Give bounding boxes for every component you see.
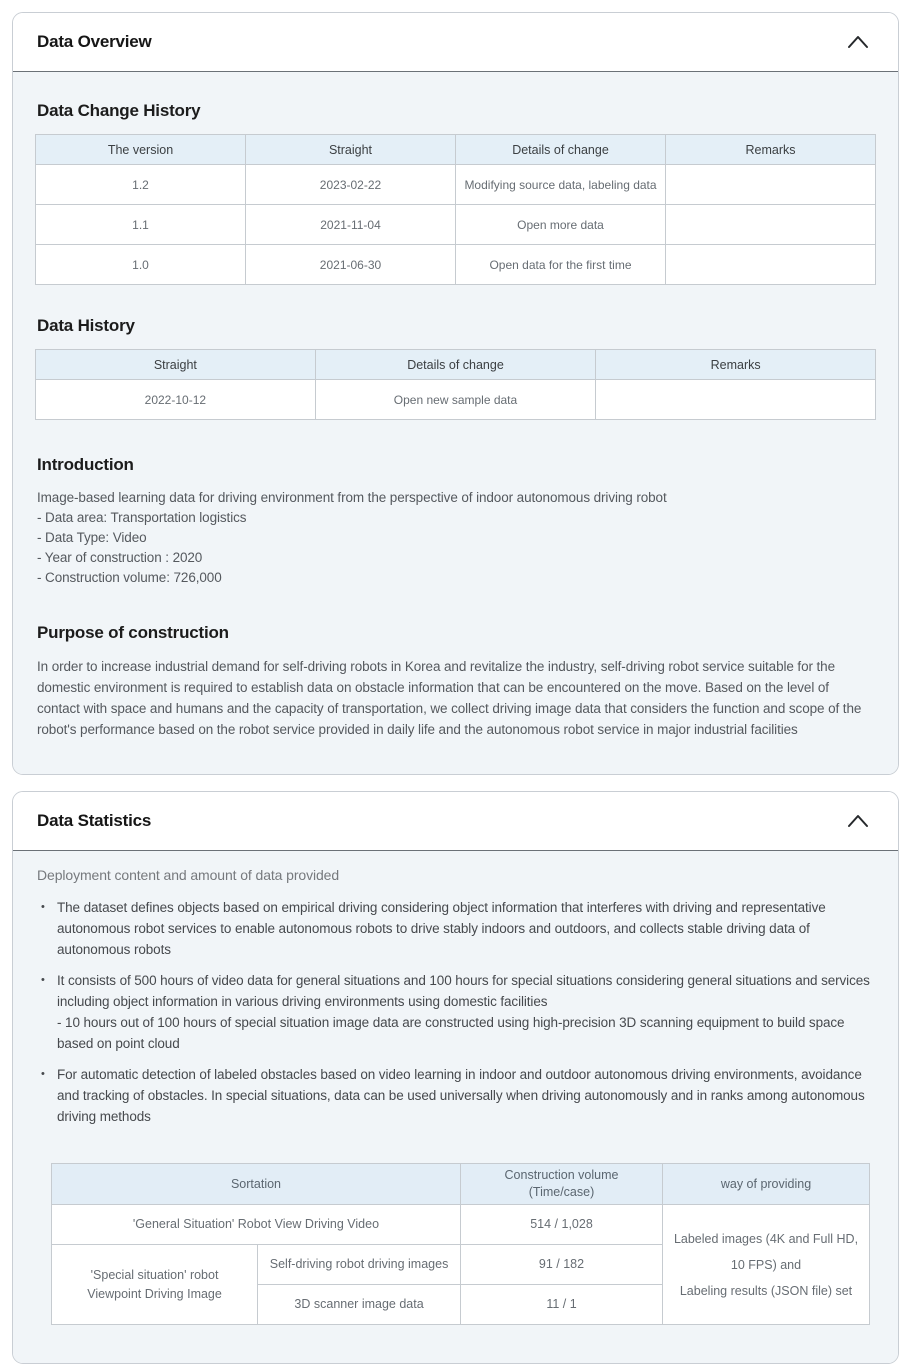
purpose-text: In order to increase industrial demand for self-driving robots in Korea and revitalize the industry, self-driving robot service suitable for the domestic environment is required to establish data on obstacle information that can be encountered on the move. Based on the level of contact with space and humans and the capacity of transportation, we collect driving image data that considers the function and scope of the robot's performance based on the robot service provided in daily life and the autonomous robot service in major industrial facilities — [37, 659, 862, 737]
bullet-text: The dataset defines objects based on empirical driving considering object information that interferes with driving and representative autonomous robot services to enable autonomous robots to drive stably indoors and outdoors, and collects stable driving data of autonomous robots — [57, 900, 826, 957]
bullet-sub-text: - 10 hours out of 100 hours of special situation image data are constructed using high-precision 3D scanning equipment to build space based on point cloud — [57, 1015, 845, 1051]
data-overview-body — [13, 72, 898, 774]
column-header-providing: way of providing — [663, 1164, 870, 1205]
providing-line: 10 FPS) and — [730, 1257, 802, 1272]
column-header: Details of change — [456, 135, 666, 165]
collapse-button[interactable] — [844, 807, 872, 835]
remarks-cell — [666, 165, 876, 205]
sortation-group-line: Viewpoint Driving Image — [87, 1286, 222, 1301]
remarks-cell — [596, 380, 876, 420]
date-cell: 2022-10-12 — [36, 380, 316, 420]
version-cell: 1.1 — [36, 205, 246, 245]
version-cell: 1.0 — [36, 245, 246, 285]
data-overview-panel — [12, 12, 899, 775]
intro-line: Image-based learning data for driving environment from the perspective of indoor autonomous driving robot — [37, 490, 667, 505]
purpose-heading: Purpose of construction — [37, 623, 229, 642]
sortation-cell: 'General Situation' Robot View Driving Video — [52, 1205, 461, 1245]
sortation-group-cell — [52, 1245, 258, 1325]
data-statistics-panel — [12, 791, 899, 1364]
bullet-icon: • — [41, 1068, 45, 1080]
providing-line: Labeling results (JSON file) set — [679, 1283, 853, 1298]
introduction-text — [35, 488, 876, 588]
column-header: Remarks — [596, 350, 876, 380]
data-statistics-header — [13, 792, 898, 851]
version-cell: 1.2 — [36, 165, 246, 205]
change-history-heading: Data Change History — [37, 101, 201, 120]
data-overview-header — [13, 13, 898, 72]
column-header: Remarks — [666, 135, 876, 165]
intro-line: - Construction volume: 726,000 — [37, 570, 222, 585]
volume-header-line: (Time/case) — [528, 1185, 595, 1199]
table-row — [36, 165, 876, 205]
table-row — [36, 205, 876, 245]
details-cell: Open more data — [456, 205, 666, 245]
date-cell: 2023-02-22 — [246, 165, 456, 205]
sortation-group-line: 'Special situation' robot — [90, 1267, 219, 1282]
change-history-table — [35, 134, 876, 285]
statistics-table — [51, 1163, 870, 1325]
bullet-main-text: It consists of 500 hours of video data for general situations and 100 hours for special situations considering general situations and services including object information in various driving environments using domestic facilities — [57, 973, 870, 1009]
column-header-volume — [460, 1164, 662, 1205]
list-item — [41, 897, 876, 960]
intro-line: - Year of construction : 2020 — [37, 550, 203, 565]
panel-title: Data Overview — [37, 32, 152, 51]
providing-cell — [663, 1205, 870, 1325]
column-header-sortation: Sortation — [52, 1164, 461, 1205]
providing-line: Labeled images (4K and Full HD, — [673, 1231, 859, 1246]
table-row — [36, 380, 876, 420]
table-row — [52, 1205, 870, 1245]
bullet-text — [57, 970, 876, 1054]
chevron-up-icon — [847, 814, 869, 828]
sortation-sub-cell: 3D scanner image data — [258, 1285, 461, 1325]
data-history-heading: Data History — [37, 316, 135, 335]
date-cell: 2021-06-30 — [246, 245, 456, 285]
statistics-bullet-list — [35, 897, 876, 1127]
intro-line: - Data area: Transportation logistics — [37, 510, 247, 525]
column-header: Straight — [246, 135, 456, 165]
table-header-row — [36, 350, 876, 380]
list-item — [41, 1064, 876, 1127]
chevron-up-icon — [847, 35, 869, 49]
statistics-table-container — [51, 1163, 870, 1325]
remarks-cell — [666, 205, 876, 245]
introduction-heading: Introduction — [37, 455, 134, 474]
panel-title: Data Statistics — [37, 811, 152, 830]
volume-cell: 514 / 1,028 — [460, 1205, 662, 1245]
column-header: Straight — [36, 350, 316, 380]
statistics-subtitle: Deployment content and amount of data provided — [37, 867, 340, 883]
date-cell: 2021-11-04 — [246, 205, 456, 245]
bullet-icon: • — [41, 974, 45, 986]
list-item — [41, 970, 876, 1054]
details-cell: Open data for the first time — [456, 245, 666, 285]
remarks-cell — [666, 245, 876, 285]
column-header: Details of change — [315, 350, 596, 380]
sortation-sub-cell: Self-driving robot driving images — [258, 1245, 461, 1285]
table-header-row — [52, 1164, 870, 1205]
collapse-button[interactable] — [844, 28, 872, 56]
data-history-table — [35, 349, 876, 420]
column-header: The version — [36, 135, 246, 165]
bullet-icon: • — [41, 901, 45, 913]
table-row — [36, 245, 876, 285]
details-cell: Open new sample data — [315, 380, 596, 420]
volume-cell: 91 / 182 — [460, 1245, 662, 1285]
table-header-row — [36, 135, 876, 165]
intro-line: - Data Type: Video — [37, 530, 147, 545]
volume-header-line: Construction volume — [504, 1168, 619, 1182]
details-cell: Modifying source data, labeling data — [456, 165, 666, 205]
volume-cell: 11 / 1 — [460, 1285, 662, 1325]
bullet-text: For automatic detection of labeled obstacles based on video learning in indoor and outdoor autonomous driving environments, avoidance and tracking of obstacles. In special situations, data can be used universally when driving autonomously and in ranks among autonomous driving methods — [57, 1067, 865, 1124]
data-statistics-body — [13, 851, 898, 1363]
